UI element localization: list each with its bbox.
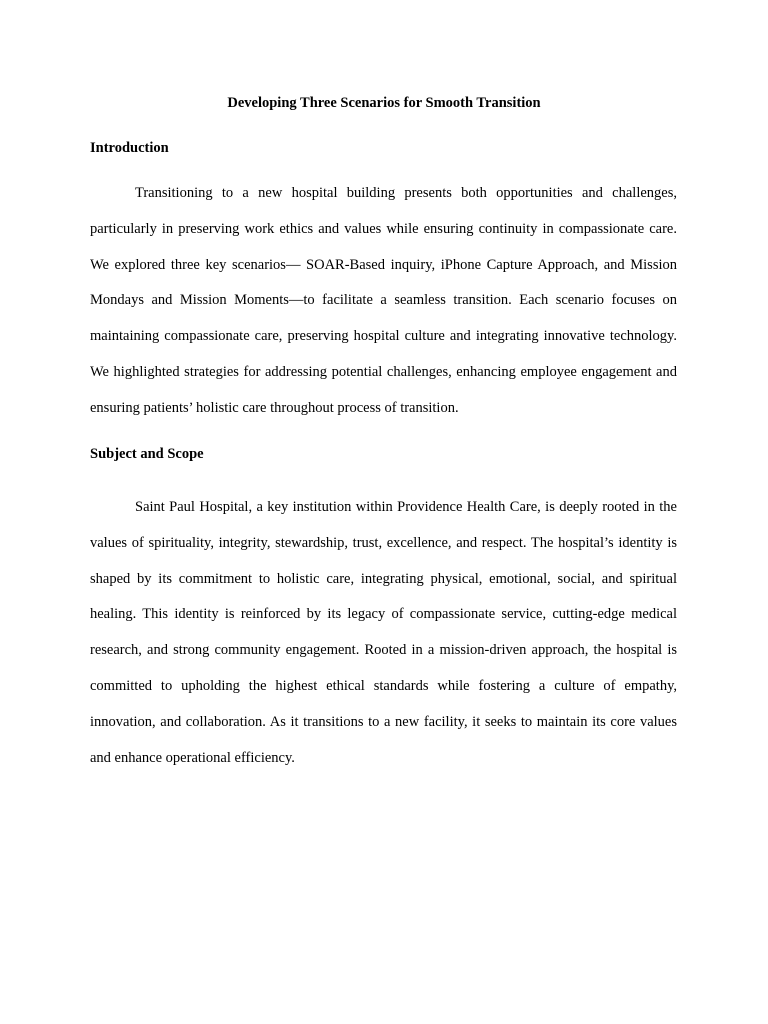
- paragraph-introduction: Transitioning to a new hospital building presents both opportunities and challenges, particularly in preserving work ethics and values while ensuring continuity in compassionate care. We explored three key scenarios— SOAR-Based inquiry, iPhone Capture Approach, and Mission Mondays and Mission Moments—to facilitate a seamless transition. Each scenario focuses on maintaining compassionate care, preserving hospital culture and integrating innovative technology. We highlighted strategies for addressing potential challenges, enhancing employee engagement and ensuring patients’ holistic care throughout process of transition.: [90, 185, 677, 416]
- section-heading-subject-and-scope: Subject and Scope: [90, 446, 204, 462]
- paragraph-subject-and-scope: Saint Paul Hospital, a key institution within Providence Health Care, is deeply rooted in the values of spirituality, integrity, stewardship, trust, excellence, and respect. The hospital’s identity is shaped by its commitment to holistic care, integrating physical, emotional, social, and spiritual healing. This identity is reinforced by its legacy of compassionate service, cutting-edge medical research, and strong community engagement. Rooted in a mission-driven approach, the hospital is committed to upholding the highest ethical standards while fostering a culture of empathy, innovation, and collaboration. As it transitions to a new facility, it seeks to maintain its core values and enhance operational efficiency.: [90, 499, 677, 766]
- document-title: Developing Three Scenarios for Smooth Transition: [227, 95, 541, 111]
- section-heading-introduction: Introduction: [90, 140, 169, 156]
